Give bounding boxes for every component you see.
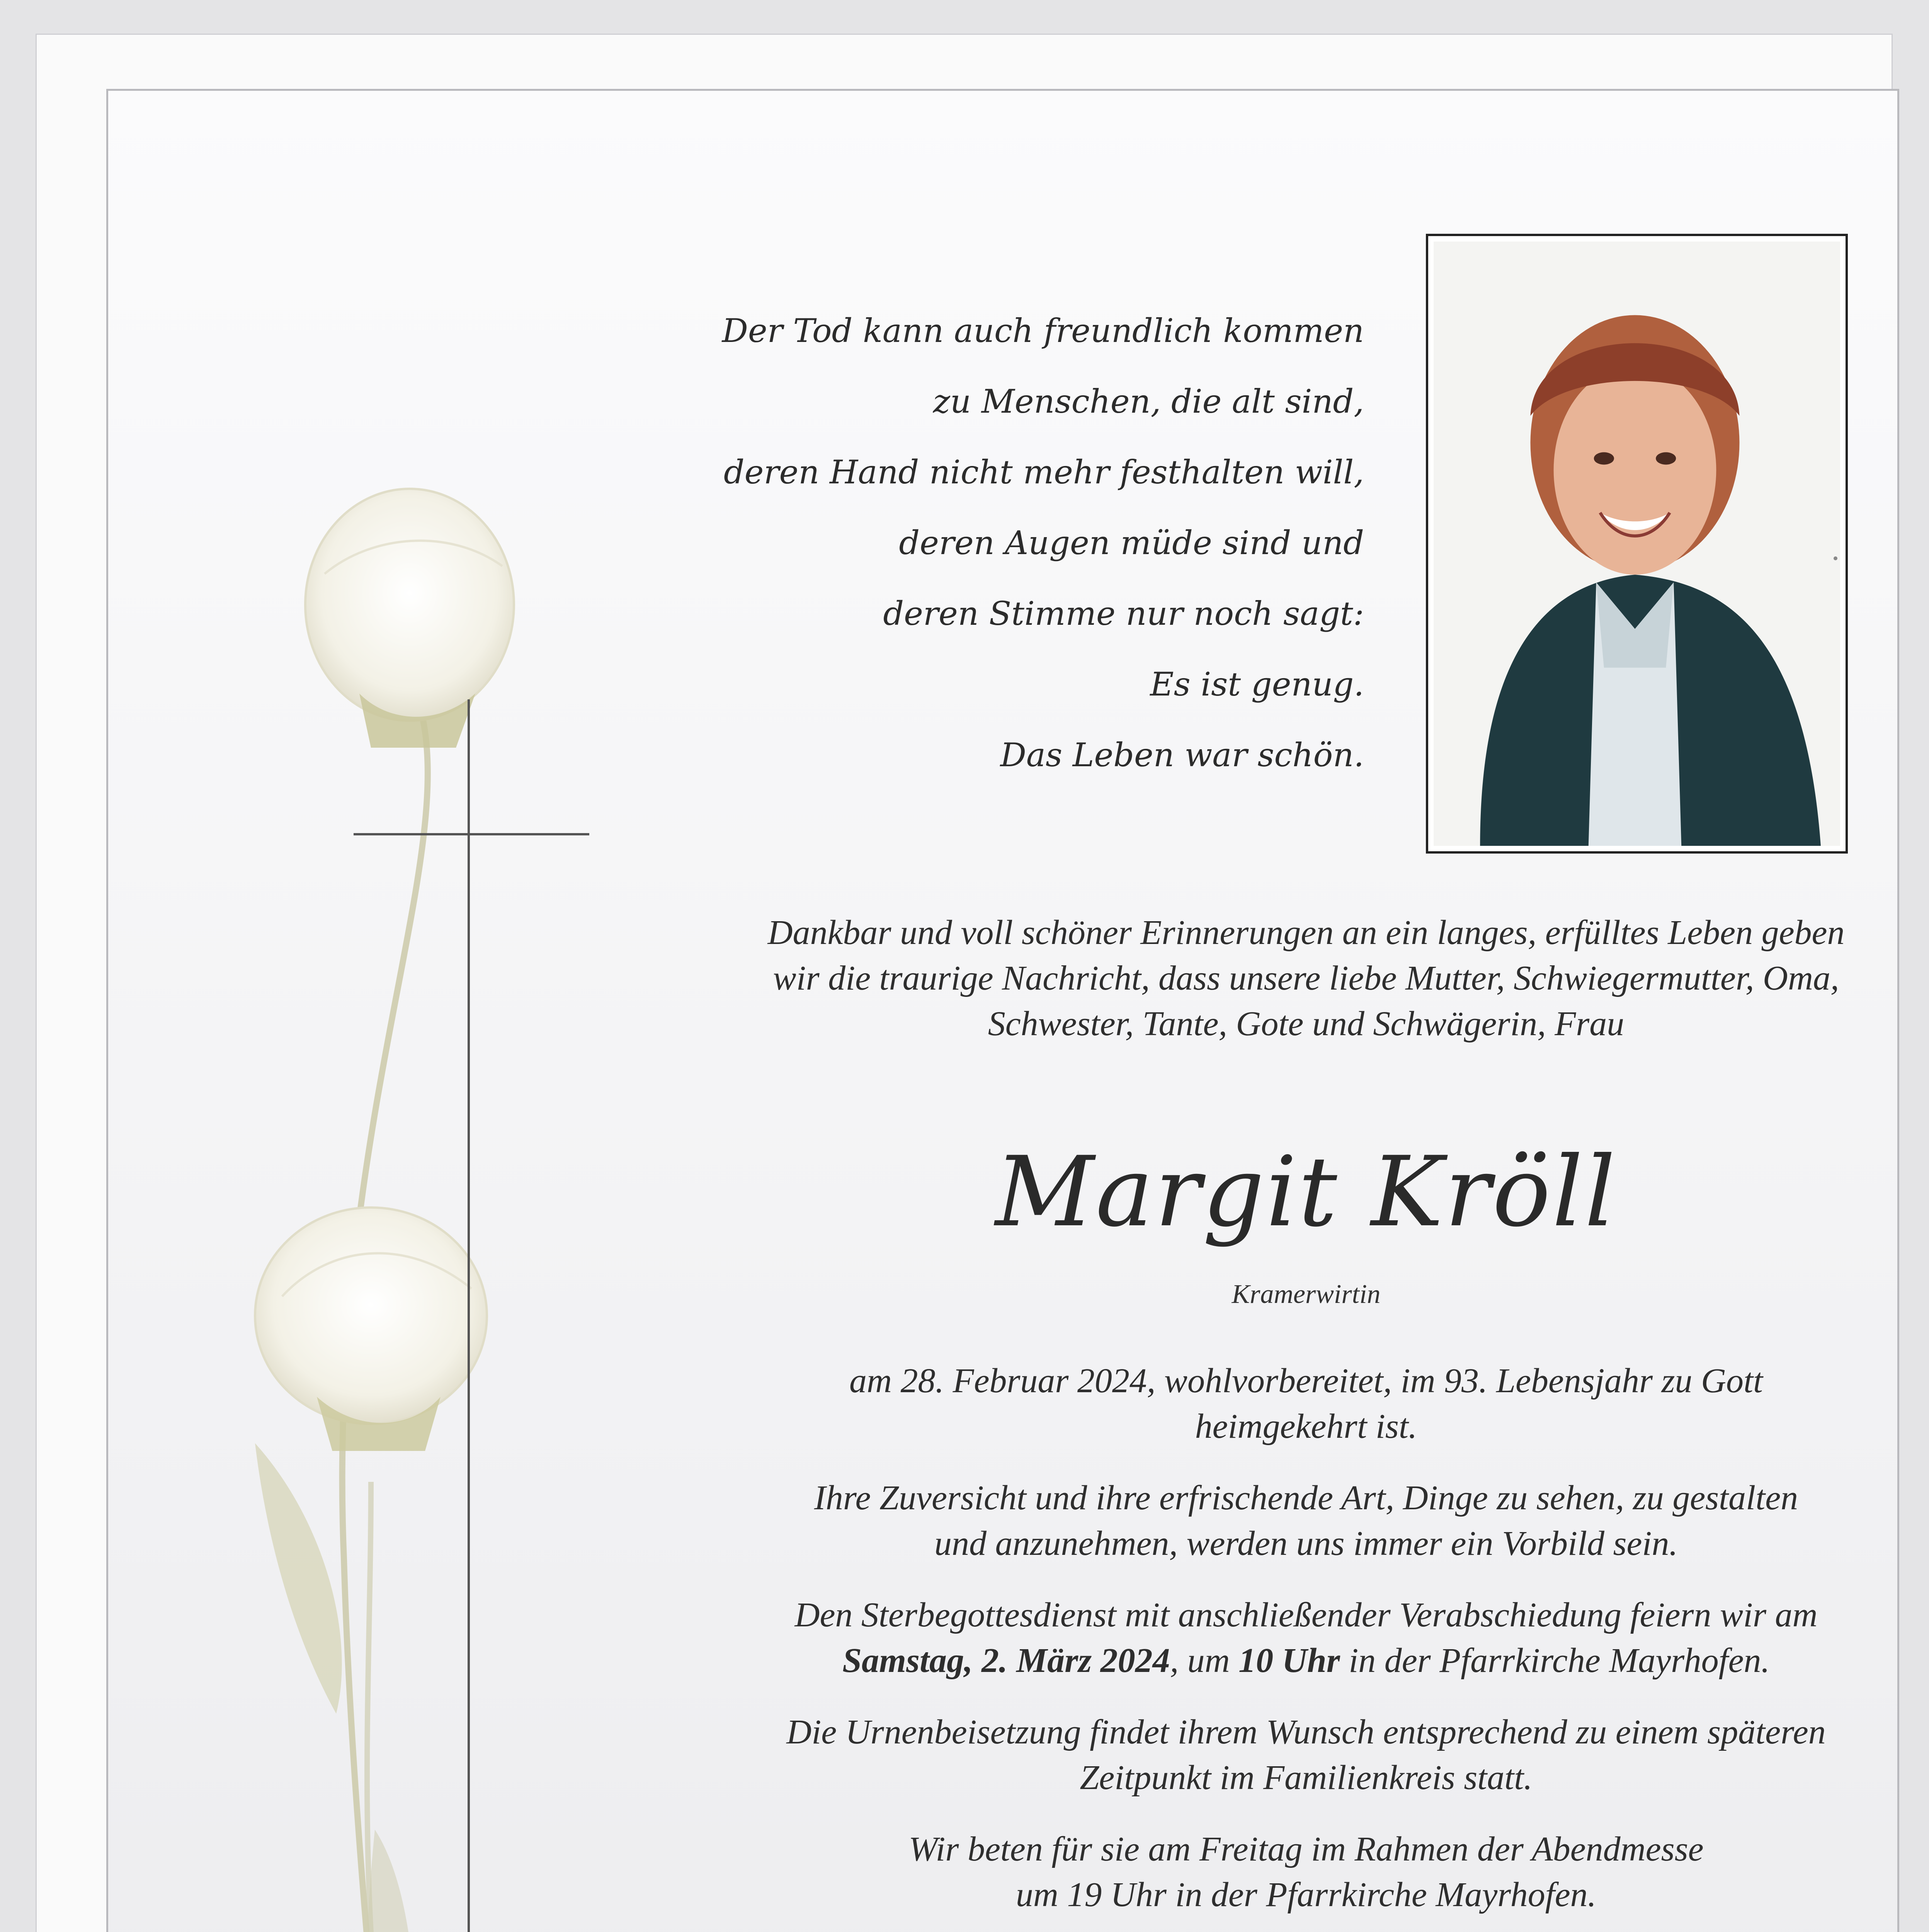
text-line: und anzunehmen, werden uns immer ein Vorbild sein. <box>934 1524 1678 1563</box>
text-line: Zeitpunkt im Familienkreis statt. <box>1080 1759 1533 1797</box>
poem-line: Es ist genug. <box>1150 665 1364 703</box>
text-line: Wir beten für sie am Freitag im Rahmen der Abendmesse <box>908 1830 1704 1868</box>
poem-line: Das Leben war schön. <box>1000 736 1364 774</box>
poem-line: Der Tod kann auch freundlich kommen <box>722 312 1364 350</box>
portrait-photo <box>1426 234 1848 854</box>
poem <box>649 296 1364 791</box>
scan-speck <box>1834 556 1837 560</box>
service-time: 10 Uhr <box>1238 1641 1340 1680</box>
paragraph-service <box>707 1592 1905 1684</box>
obituary-body <box>707 1358 1905 1932</box>
portrait-image <box>1434 242 1840 846</box>
obituary-frame <box>106 89 1899 1932</box>
poem-line: zu Menschen, die alt sind, <box>933 383 1364 420</box>
text-line: Den Sterbegottesdienst mit anschließender Verabschiedung feiern wir am <box>794 1596 1818 1634</box>
poem-line: deren Augen müde sind und <box>899 524 1364 562</box>
deceased-name: Margit Kröll <box>995 1136 1617 1248</box>
paragraph-burial <box>707 1709 1905 1801</box>
text-line: heimgekehrt ist. <box>1195 1407 1417 1446</box>
service-date: Samstag, 2. März 2024 <box>842 1641 1170 1680</box>
obituary-sheet <box>37 35 1892 1932</box>
paragraph-tribute <box>707 1475 1905 1566</box>
paragraph-prayer <box>707 1827 1905 1918</box>
white-rose-icon <box>209 477 711 1932</box>
poem-line: deren Hand nicht mehr festhalten will, <box>723 453 1364 491</box>
text-fragment: , um <box>1170 1641 1239 1680</box>
paragraph-death <box>707 1358 1905 1449</box>
poem-line: deren Stimme nur noch sagt: <box>883 595 1364 633</box>
text-line: am 28. Februar 2024, wohlvorbereitet, im 93. Lebensjahr zu Gott <box>849 1362 1763 1400</box>
text-line: Ihre Zuversicht und ihre erfrischende Art, Dinge zu sehen, zu gestalten <box>814 1479 1798 1517</box>
cross-icon <box>468 699 470 1932</box>
cross-bar <box>354 833 589 835</box>
intro-text <box>688 910 1924 1047</box>
text-line: um 19 Uhr in der Pfarrkirche Mayrhofen. <box>1016 1876 1597 1914</box>
deceased-epithet: Kramerwirtin <box>1232 1279 1381 1309</box>
intro-line: Schwester, Tante, Gote und Schwägerin, Frau <box>988 1005 1625 1043</box>
intro-line: wir die traurige Nachricht, dass unsere liebe Mutter, Schwiegermutter, Oma, <box>773 959 1839 997</box>
text-fragment: in der Pfarrkirche Mayrhofen. <box>1340 1641 1770 1680</box>
text-line: Die Urnenbeisetzung findet ihrem Wunsch entsprechend zu einem späteren <box>786 1713 1826 1751</box>
intro-line: Dankbar und voll schöner Erinnerungen an ein langes, erfülltes Leben geben <box>767 913 1845 952</box>
